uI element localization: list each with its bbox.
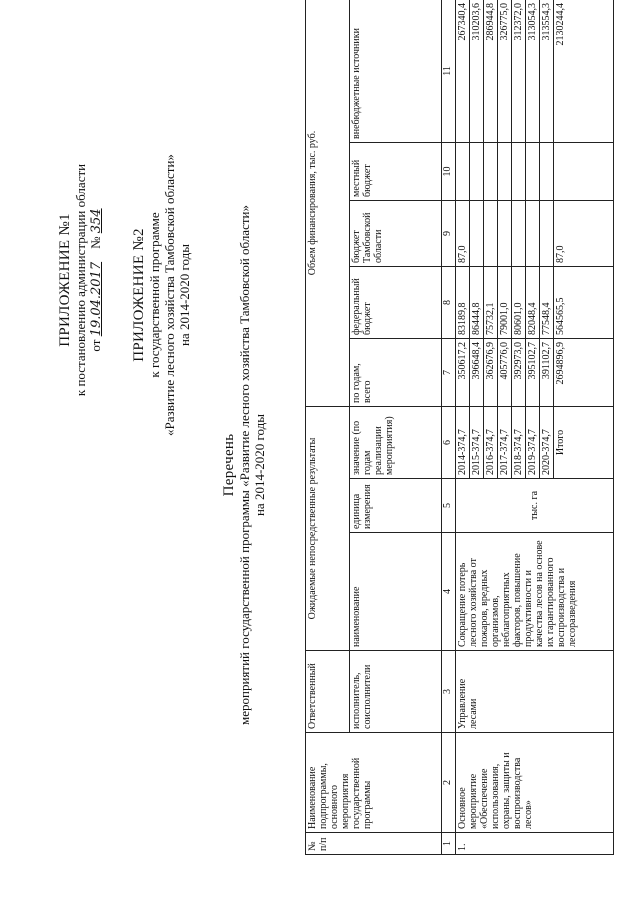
header-federal: федеральный бюджет bbox=[350, 267, 442, 339]
total-amount: 396648,4 bbox=[470, 339, 484, 407]
extra-amount: 310203,6 bbox=[470, 0, 484, 143]
result-unit: тыс. га bbox=[456, 479, 614, 533]
regional-amount bbox=[470, 201, 484, 267]
local-amount bbox=[470, 143, 484, 201]
col-number: 10 bbox=[442, 143, 456, 201]
federal-amount: 80601,0 bbox=[512, 267, 526, 339]
year-value: 2016-374,7 bbox=[484, 407, 498, 479]
federal-amount: 83189,8 bbox=[456, 267, 470, 339]
extra-amount: 326775,0 bbox=[498, 0, 512, 143]
year-value: 2019-374,7 bbox=[526, 407, 540, 479]
date-prefix: от bbox=[88, 339, 103, 352]
regional-amount bbox=[484, 201, 498, 267]
federal-amount: 79001,0 bbox=[498, 267, 512, 339]
header-unit: единица измерения bbox=[350, 479, 442, 533]
header-extra: внебюджетные источники bbox=[350, 0, 442, 143]
col-number: 11 bbox=[442, 0, 456, 143]
total-amount: 391102,7 bbox=[540, 339, 554, 407]
total-amount: 350617,2 bbox=[456, 339, 470, 407]
number-prefix: № bbox=[88, 236, 103, 249]
total-amount: 2694896,9 bbox=[554, 339, 614, 407]
local-amount bbox=[484, 143, 498, 201]
col-number: 7 bbox=[442, 339, 456, 407]
extra-amount: 313054,3 bbox=[526, 0, 540, 143]
appendix-2-header bbox=[132, 105, 192, 485]
year-value: 2020-374,7 bbox=[540, 407, 554, 479]
appendix-2-line2: к государственной программе bbox=[147, 212, 162, 378]
federal-amount: 564565,5 bbox=[554, 267, 614, 339]
col-number: 6 bbox=[442, 407, 456, 479]
header-program-name: Наименование подпрограммы, основного мероприятия государственной программы bbox=[306, 733, 442, 833]
extra-amount: 313554,3 bbox=[540, 0, 554, 143]
col-number: 8 bbox=[442, 267, 456, 339]
regional-amount bbox=[526, 201, 540, 267]
local-amount bbox=[526, 143, 540, 201]
regional-amount: 87,0 bbox=[554, 201, 614, 267]
year-value: 2018-374,7 bbox=[512, 407, 526, 479]
appendix-1-header bbox=[58, 120, 104, 440]
total-label: Итого bbox=[554, 407, 614, 479]
col-number: 2 bbox=[442, 733, 456, 833]
appendix-1-title: ПРИЛОЖЕНИЕ №1 bbox=[57, 213, 73, 347]
total-amount: 395102,7 bbox=[526, 339, 540, 407]
col-number: 1 bbox=[442, 833, 456, 855]
year-value: 2014-374,7 bbox=[456, 407, 470, 479]
header-local: местный бюджет bbox=[350, 143, 442, 201]
col-number: 5 bbox=[442, 479, 456, 533]
year-value: 2015-374,7 bbox=[470, 407, 484, 479]
appendix-1-line2: к постановлению администрации области bbox=[73, 163, 88, 397]
extra-amount: 312372,0 bbox=[512, 0, 526, 143]
header-value: значение (по годам реализации мероприятия) bbox=[350, 407, 442, 479]
local-amount bbox=[554, 143, 614, 201]
local-amount bbox=[456, 143, 470, 201]
federal-amount: 77548,4 bbox=[540, 267, 554, 339]
header-executor: исполнитель, соисполнители bbox=[350, 651, 442, 733]
header-responsible: Ответственный bbox=[306, 651, 350, 733]
local-amount bbox=[512, 143, 526, 201]
local-amount bbox=[498, 143, 512, 201]
activity-name: Основное мероприятие «Обеспечение использования, охраны, защиты и воспроизводства лесов» bbox=[456, 733, 614, 833]
title-line3: на 2014-2020 годы bbox=[252, 413, 267, 517]
extra-amount: 2130244,4 bbox=[554, 0, 614, 143]
col-number: 4 bbox=[442, 533, 456, 651]
federal-amount: 75732,1 bbox=[484, 267, 498, 339]
year-value: 2017-374,7 bbox=[498, 407, 512, 479]
total-amount: 362676,9 bbox=[484, 339, 498, 407]
total-amount: 392973,0 bbox=[512, 339, 526, 407]
header-result-name: наименование bbox=[350, 533, 442, 651]
handwritten-number: 354 bbox=[89, 208, 104, 234]
table-row bbox=[456, 0, 470, 855]
row-number: 1. bbox=[456, 833, 614, 855]
local-amount bbox=[540, 143, 554, 201]
handwritten-date: 19.04.2017 bbox=[89, 261, 104, 337]
header-num: № п/п bbox=[306, 833, 442, 855]
appendix-2-line3: «Развитие лесного хозяйства Тамбовской области» bbox=[162, 154, 177, 436]
regional-amount bbox=[512, 201, 526, 267]
document-title bbox=[222, 175, 267, 755]
appendix-1-date-line bbox=[88, 120, 104, 440]
federal-amount: 86444,8 bbox=[470, 267, 484, 339]
header-financing: Объем финансирования, тыс. руб. bbox=[306, 0, 350, 407]
appendix-2-line4: на 2014-2020 годы bbox=[177, 243, 192, 347]
col-number: 9 bbox=[442, 201, 456, 267]
header-total: по годам, всего bbox=[350, 339, 442, 407]
result-name: Сокращение потерь лесного хозяйства от пожаров, вредных организмов, неблагоприятных факторов, повышение продуктивности и качества лесов на основе их гарантированного воспроизводства и лесоразведения bbox=[456, 533, 614, 651]
col-number: 3 bbox=[442, 651, 456, 733]
appendix-2-title: ПРИЛОЖЕНИЕ №2 bbox=[131, 228, 147, 362]
regional-amount bbox=[540, 201, 554, 267]
header-regional: бюджет Тамбовской области bbox=[350, 201, 442, 267]
total-amount: 405776,0 bbox=[498, 339, 512, 407]
activities-table bbox=[305, 0, 614, 855]
extra-amount: 286944,8 bbox=[484, 0, 498, 143]
title-line2: мероприятий государственной программы «Развитие лесного хозяйства Тамбовской области» bbox=[237, 205, 252, 725]
header-results: Ожидаемые непосредственные результаты bbox=[306, 407, 350, 651]
regional-amount bbox=[498, 201, 512, 267]
extra-amount: 267340,4 bbox=[456, 0, 470, 143]
federal-amount: 82048,4 bbox=[526, 267, 540, 339]
activity-executor: Управление лесами bbox=[456, 651, 614, 733]
regional-amount: 87,0 bbox=[456, 201, 470, 267]
title-line1: Перечень bbox=[221, 433, 237, 497]
